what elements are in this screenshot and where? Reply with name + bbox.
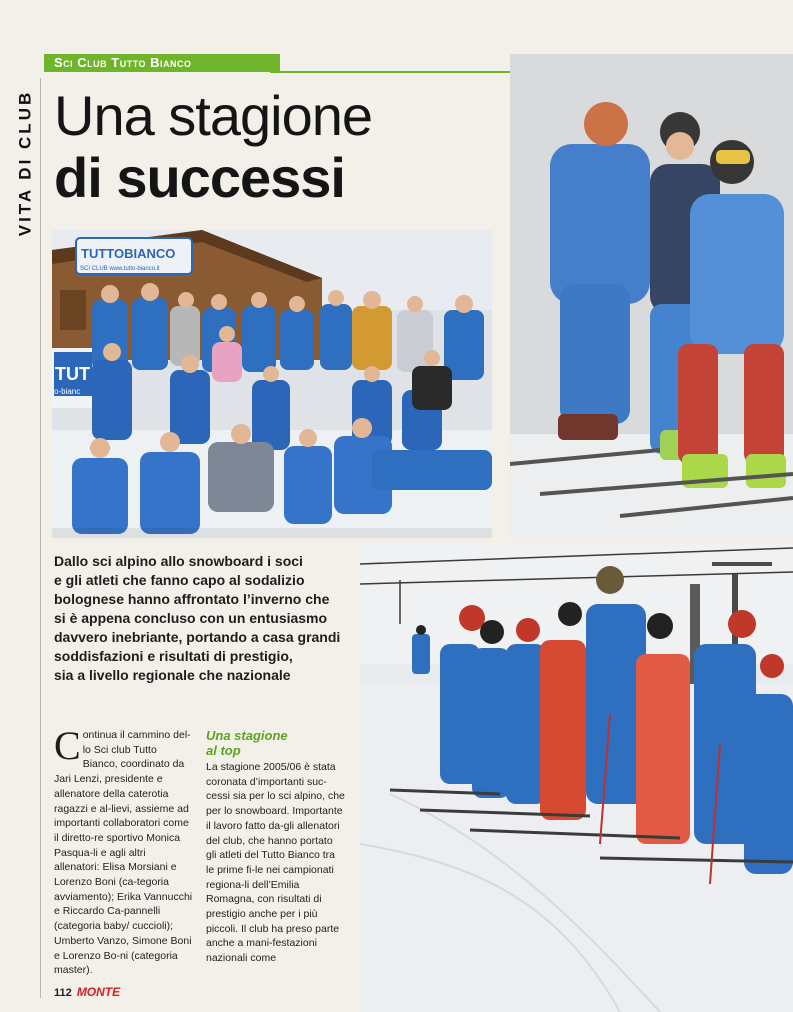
page-footer [54, 985, 120, 999]
subheading-line-2: al top [206, 743, 241, 758]
column-2-text: La stagione 2005/06 è stata coronata d’importanti suc-cessi sia per lo sci alpino, che per lo snowboard. Importante il lavoro fatto da-gli allenatori del club, che hanno portato gli atleti del Tutto Bianco tra le prime fi-le nei campionati regiona-li dell’Emilia Romagna, con risultati di prestigio anche per i più piccoli. Il club ha preso parte anche a mani-festazioni nazionali come [206, 761, 345, 965]
intro-line: bolognese hanno affrontato l’inverno che [54, 591, 330, 607]
side-sign-text: TUT [55, 364, 90, 384]
intro-line: soddisfazioni e risultati di prestigio, [54, 648, 293, 664]
page-margin-rule [40, 78, 41, 998]
group-photo [52, 230, 492, 538]
headline-line-1: Una stagione [54, 84, 373, 147]
intro-line: Dallo sci alpino allo snowboard i soci [54, 553, 303, 569]
header-rule [270, 71, 510, 73]
column-1-text: ontinua il cammino del-lo Sci club Tutto Bianco, coordinato da Jari Lenzi, presidente e allenatore della caterotia ragazzi e al-lievi, assieme ad importanti collaboratori come il diretto-re sportivo Monica Pasqua-li e agli altri allenatori: Elisa Morsiani e Lorenzo Boni (ca-tegoria avviamento); Erika Vannucchi e Riccardo Ca-pannelli (categoria baby/ cuccioli); Umberto Vanzo, Simone Boni e Lorenzo Bo-ni (categoria master). [54, 729, 193, 977]
kids-ski-team-photo [360, 544, 793, 1012]
banner-sign-text: TUTTOBIANCO [81, 246, 176, 261]
intro-paragraph [54, 552, 354, 685]
drop-cap: C [54, 723, 81, 768]
coaches-photo [510, 54, 793, 538]
headline-line-2: di successi [54, 146, 345, 209]
section-label-text: VITA DI CLUB [15, 89, 34, 237]
intro-line: e gli atleti che fanno capo al sodalizio [54, 572, 305, 588]
magazine-logo: MONTE [76, 985, 121, 999]
article-column-1 [54, 723, 194, 978]
banner-sign-url: SCI CLUB www.tutto-bianco.it [80, 266, 160, 272]
subheading-line-1: Una stagione [206, 728, 288, 743]
intro-line: davvero inebriante, portando a casa grandi [54, 629, 341, 645]
side-sign-small: o-bianc [54, 387, 81, 396]
article-column-2 [206, 728, 346, 966]
intro-line: sia a livello regionale che nazionale [54, 667, 291, 683]
section-label [14, 78, 36, 248]
page-number: 112 [54, 987, 72, 999]
subheading [206, 728, 346, 758]
intro-line: si è appena concluso con un entusiasmo [54, 610, 328, 626]
club-name-bar: Sci Club Tutto Bianco [44, 54, 280, 72]
